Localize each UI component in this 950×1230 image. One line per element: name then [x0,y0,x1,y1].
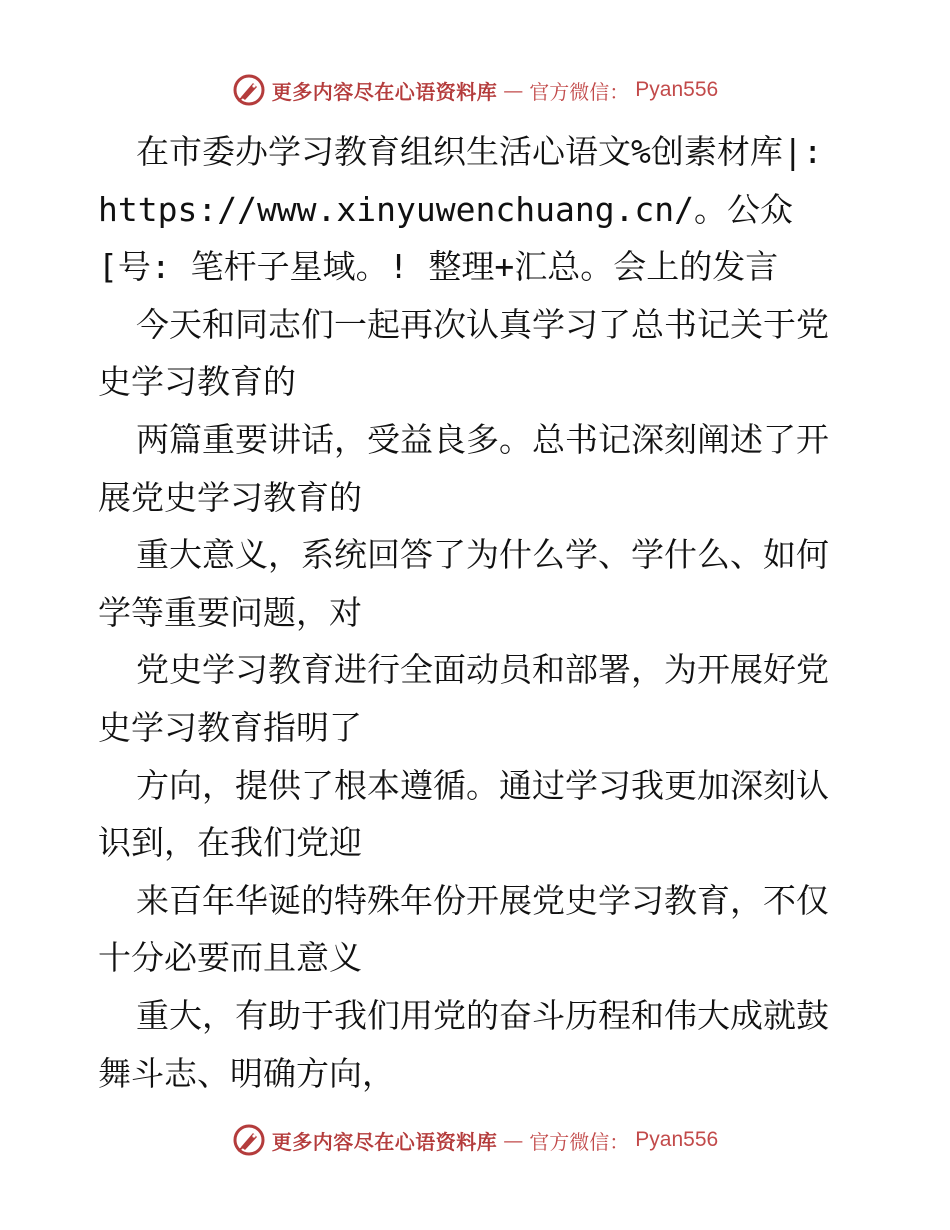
pen-nib-circle-icon [232,73,266,107]
paragraph: 来百年华诞的特殊年份开展党史学习教育，不仅十分必要而且意义 [98,880,829,978]
banner-title: 更多内容尽在心语资料库 [271,1129,498,1154]
banner-title: 更多内容尽在心语资料库 [271,79,498,104]
banner-official-label: 官方微信： [529,1129,630,1154]
banner-separator: — [503,78,524,102]
pen-nib-circle-icon [232,1123,266,1157]
banner-account: Pyan556 [635,78,719,101]
banner-account: Pyan556 [635,1128,719,1151]
header-watermark-banner [0,70,950,110]
footer-watermark-banner [0,1120,950,1160]
paragraph: 在市委办学习教育组织生活心语文%创素材库|: https://www.xinyuwenchuang.cn/。公众[号: 笔杆子星域。! 整理+汇总。会上的发言 [98,132,823,287]
paragraph: 两篇重要讲话，受益良多。总书记深刻阐述了开展党史学习教育的 [98,419,829,517]
paragraph: 方向，提供了根本遵循。通过学习我更加深刻认识到，在我们党迎 [98,765,829,863]
paragraph: 今天和同志们一起再次认真学习了总书记关于党史学习教育的 [98,304,829,402]
banner-separator: — [503,1128,524,1152]
paragraph: 党史学习教育进行全面动员和部署，为开展好党史学习教育指明了 [98,650,829,747]
document-body [98,123,853,1102]
banner-official-label: 官方微信： [529,79,630,104]
paragraph: 重大意义，系统回答了为什么学、学什么、如何学等重要问题，对 [98,535,829,632]
paragraph: 重大，有助于我们用党的奋斗历程和伟大成就鼓舞斗志、明确方向， [98,995,829,1093]
